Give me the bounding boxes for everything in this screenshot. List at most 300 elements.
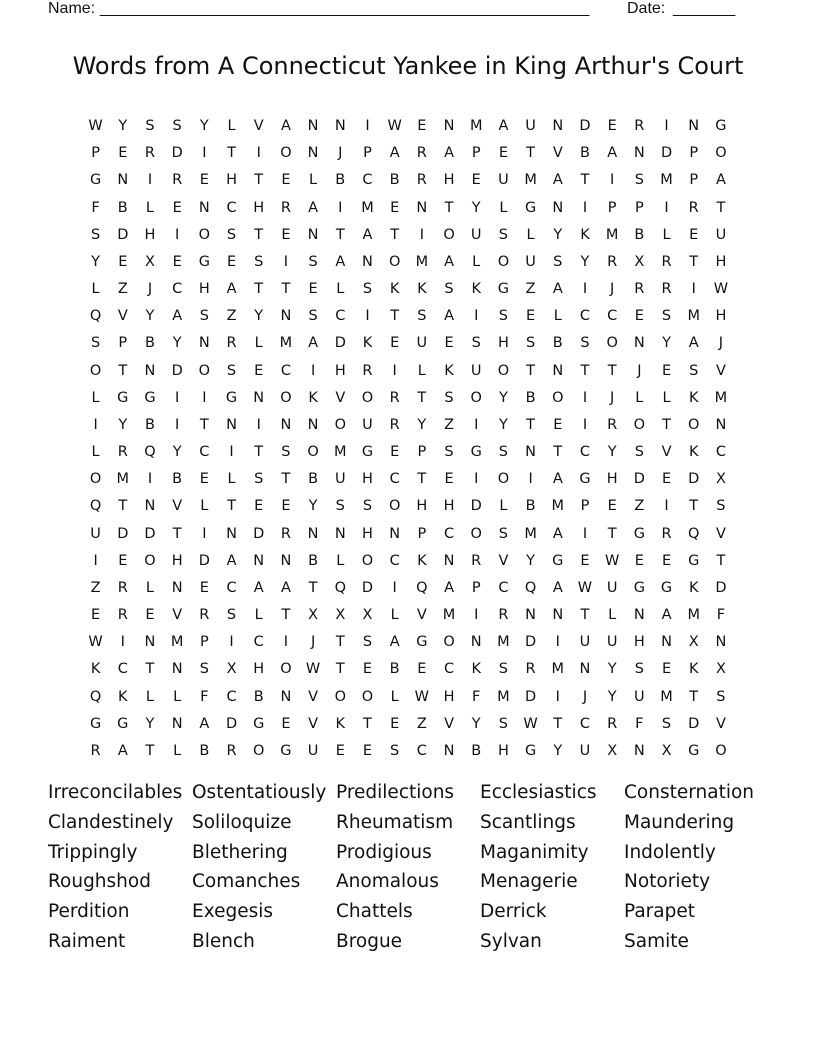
grid-letter[interactable]: C <box>498 579 509 596</box>
grid-letter[interactable]: T <box>172 525 182 542</box>
grid-letter[interactable]: U <box>498 172 509 189</box>
grid-letter[interactable]: Q <box>144 444 156 461</box>
grid-letter[interactable]: B <box>117 199 128 216</box>
grid-letter[interactable]: M <box>469 118 483 134</box>
grid-letter[interactable]: R <box>90 742 101 759</box>
grid-letter[interactable]: R <box>607 416 618 433</box>
grid-letter[interactable]: H <box>443 688 455 705</box>
grid-letter[interactable]: F <box>91 199 100 216</box>
grid-letter[interactable]: L <box>417 362 426 379</box>
grid-letter[interactable]: O <box>552 389 564 406</box>
grid-letter[interactable]: B <box>172 471 183 488</box>
grid-letter[interactable]: D <box>117 226 129 243</box>
grid-letter[interactable]: H <box>334 362 346 379</box>
grid-letter[interactable]: I <box>555 688 560 705</box>
grid-letter[interactable]: E <box>390 444 400 461</box>
grid-letter[interactable]: T <box>227 498 236 515</box>
grid-letter[interactable]: A <box>444 308 454 325</box>
grid-letter[interactable]: B <box>552 335 563 352</box>
grid-letter[interactable]: O <box>606 335 618 352</box>
grid-letter[interactable]: K <box>362 335 373 352</box>
grid-letter[interactable]: L <box>390 688 399 705</box>
grid-letter[interactable]: N <box>280 308 292 325</box>
grid-letter[interactable]: O <box>443 226 455 243</box>
grid-letter[interactable]: I <box>582 199 588 216</box>
grid-letter[interactable]: T <box>281 471 291 488</box>
grid-letter[interactable]: R <box>117 579 128 596</box>
grid-letter[interactable]: H <box>715 308 727 325</box>
grid-letter[interactable]: L <box>173 742 182 759</box>
grid-letter[interactable]: E <box>634 552 644 569</box>
grid-letter[interactable]: N <box>198 335 210 352</box>
grid-letter[interactable]: I <box>392 362 397 379</box>
grid-letter[interactable]: I <box>582 416 588 433</box>
grid-letter[interactable]: E <box>390 715 400 732</box>
grid-letter[interactable]: B <box>199 742 210 759</box>
grid-letter[interactable]: C <box>607 308 618 325</box>
grid-letter[interactable]: R <box>688 199 699 216</box>
grid-letter[interactable]: T <box>335 661 345 678</box>
grid-letter[interactable]: Y <box>607 688 617 705</box>
grid-letter[interactable]: E <box>226 253 237 270</box>
grid-letter[interactable]: A <box>444 253 454 270</box>
grid-letter[interactable]: D <box>579 118 591 134</box>
grid-letter[interactable]: C <box>579 715 591 732</box>
grid-letter[interactable]: N <box>280 688 292 705</box>
grid-letter[interactable]: N <box>117 172 129 189</box>
grid-letter[interactable]: I <box>229 634 234 651</box>
grid-letter[interactable]: A <box>117 742 128 759</box>
grid-letter[interactable]: O <box>497 471 510 488</box>
grid-letter[interactable]: T <box>254 172 264 189</box>
grid-letter[interactable]: E <box>526 308 536 325</box>
grid-letter[interactable]: E <box>417 118 427 134</box>
grid-letter[interactable]: M <box>687 308 700 325</box>
grid-letter[interactable]: L <box>553 308 562 325</box>
grid-letter[interactable]: K <box>471 281 481 298</box>
grid-letter[interactable]: N <box>416 199 428 216</box>
grid-letter[interactable]: Y <box>553 226 563 243</box>
grid-letter[interactable]: C <box>579 308 591 325</box>
grid-letter[interactable]: K <box>417 281 427 298</box>
grid-letter[interactable]: V <box>416 607 427 624</box>
grid-letter[interactable]: A <box>389 145 400 162</box>
grid-letter[interactable]: L <box>526 226 535 243</box>
grid-letter[interactable]: R <box>389 389 400 406</box>
grid-letter[interactable]: U <box>525 118 536 134</box>
grid-letter[interactable]: E <box>553 416 563 433</box>
grid-letter[interactable]: S <box>689 362 699 379</box>
grid-letter[interactable]: H <box>443 498 455 515</box>
grid-letter[interactable]: A <box>498 118 509 134</box>
grid-letter[interactable]: K <box>90 661 101 678</box>
grid-letter[interactable]: O <box>470 525 482 542</box>
grid-letter[interactable]: P <box>417 444 427 461</box>
grid-letter[interactable]: I <box>147 172 153 189</box>
grid-letter[interactable]: X <box>607 742 618 759</box>
grid-letter[interactable]: M <box>714 389 728 406</box>
grid-letter[interactable]: N <box>715 634 727 651</box>
grid-letter[interactable]: N <box>307 525 319 542</box>
grid-letter[interactable]: F <box>200 688 209 705</box>
grid-letter[interactable]: B <box>308 471 319 488</box>
grid-letter[interactable]: G <box>688 552 700 569</box>
grid-letter[interactable]: V <box>661 444 672 461</box>
grid-letter[interactable]: E <box>254 362 264 379</box>
grid-letter[interactable]: R <box>416 145 427 162</box>
grid-letter[interactable]: H <box>226 172 237 189</box>
grid-letter[interactable]: G <box>633 579 645 596</box>
grid-letter[interactable]: C <box>199 444 210 461</box>
grid-letter[interactable]: T <box>254 444 264 461</box>
grid-letter[interactable]: E <box>199 579 209 596</box>
grid-letter[interactable]: Y <box>118 416 128 433</box>
grid-letter[interactable]: D <box>688 471 700 488</box>
grid-letter[interactable]: G <box>470 444 482 461</box>
grid-letter[interactable]: E <box>689 226 699 243</box>
grid-letter[interactable]: T <box>363 715 372 732</box>
grid-letter[interactable]: C <box>117 661 128 678</box>
grid-letter[interactable]: Q <box>334 579 346 596</box>
grid-letter[interactable]: M <box>497 688 510 705</box>
grid-letter[interactable]: L <box>254 335 263 352</box>
grid-letter[interactable]: J <box>637 362 642 379</box>
grid-letter[interactable]: N <box>443 552 455 569</box>
grid-letter[interactable]: M <box>170 634 184 651</box>
grid-letter[interactable]: W <box>713 281 729 298</box>
grid-letter[interactable]: R <box>389 416 400 433</box>
grid-letter[interactable]: S <box>634 172 644 189</box>
grid-letter[interactable]: X <box>335 607 346 624</box>
grid-letter[interactable]: P <box>689 172 699 189</box>
grid-letter[interactable]: L <box>91 444 100 461</box>
grid-letter[interactable]: C <box>226 688 237 705</box>
grid-letter[interactable]: G <box>144 389 156 406</box>
grid-letter[interactable]: N <box>307 145 319 162</box>
grid-letter[interactable]: I <box>528 471 533 488</box>
grid-letter[interactable]: T <box>335 226 345 243</box>
grid-letter[interactable]: E <box>634 308 644 325</box>
grid-letter[interactable]: M <box>660 172 673 189</box>
grid-letter[interactable]: O <box>280 389 292 406</box>
grid-letter[interactable]: L <box>635 389 644 406</box>
grid-letter[interactable]: K <box>471 661 481 678</box>
grid-letter[interactable]: A <box>308 199 319 216</box>
grid-letter[interactable]: L <box>145 579 155 596</box>
grid-letter[interactable]: O <box>144 552 156 569</box>
grid-letter[interactable]: Y <box>91 253 101 270</box>
grid-letter[interactable]: E <box>172 199 182 216</box>
grid-letter[interactable]: N <box>280 416 292 433</box>
grid-letter[interactable]: V <box>308 688 319 705</box>
grid-letter[interactable]: K <box>688 444 699 461</box>
grid-letter[interactable]: P <box>580 498 590 515</box>
grid-letter[interactable]: C <box>362 172 373 189</box>
grid-letter[interactable]: S <box>390 742 400 759</box>
grid-letter[interactable]: E <box>580 552 590 569</box>
grid-letter[interactable]: A <box>253 579 264 596</box>
grid-letter[interactable]: X <box>634 253 645 270</box>
grid-letter[interactable]: Q <box>89 308 102 325</box>
grid-letter[interactable]: M <box>605 226 619 243</box>
grid-letter[interactable]: V <box>172 498 183 515</box>
grid-letter[interactable]: U <box>606 634 618 651</box>
grid-letter[interactable]: N <box>389 525 401 542</box>
grid-letter[interactable]: A <box>552 579 563 596</box>
grid-letter[interactable]: Z <box>416 715 427 732</box>
grid-letter[interactable]: K <box>417 552 427 569</box>
grid-letter[interactable]: S <box>362 498 373 515</box>
grid-letter[interactable]: Y <box>471 715 481 732</box>
grid-letter[interactable]: I <box>664 498 669 515</box>
grid-letter[interactable]: H <box>633 634 645 651</box>
grid-letter[interactable]: K <box>118 688 128 705</box>
grid-letter[interactable]: D <box>715 579 727 596</box>
grid-letter[interactable]: T <box>118 498 128 515</box>
grid-letter[interactable]: O <box>715 145 727 162</box>
grid-letter[interactable]: R <box>226 335 237 352</box>
grid-letter[interactable]: T <box>580 607 590 624</box>
grid-letter[interactable]: D <box>225 715 238 732</box>
grid-letter[interactable]: I <box>419 226 424 243</box>
grid-letter[interactable]: I <box>392 579 397 596</box>
grid-letter[interactable]: G <box>416 634 428 651</box>
grid-letter[interactable]: U <box>715 226 727 243</box>
grid-letter[interactable]: N <box>144 362 156 379</box>
grid-letter[interactable]: I <box>283 253 289 270</box>
grid-letter[interactable]: S <box>145 118 155 134</box>
grid-letter[interactable]: G <box>497 281 510 298</box>
grid-letter[interactable]: Y <box>308 498 318 515</box>
grid-letter[interactable]: H <box>198 281 210 298</box>
grid-letter[interactable]: O <box>280 661 292 678</box>
grid-letter[interactable]: L <box>499 199 508 216</box>
grid-letter[interactable]: B <box>144 335 155 352</box>
grid-letter[interactable]: T <box>417 471 427 488</box>
grid-letter[interactable]: A <box>226 281 237 298</box>
grid-letter[interactable]: S <box>362 634 373 651</box>
grid-letter[interactable]: T <box>689 253 699 270</box>
grid-letter[interactable]: I <box>664 199 669 216</box>
grid-letter[interactable]: O <box>361 552 374 569</box>
grid-letter[interactable]: S <box>634 661 644 678</box>
grid-letter[interactable]: B <box>471 742 482 759</box>
grid-letter[interactable]: V <box>715 362 726 379</box>
grid-letter[interactable]: I <box>93 552 98 569</box>
grid-letter[interactable]: I <box>664 118 669 134</box>
grid-letter[interactable]: S <box>199 661 209 678</box>
grid-letter[interactable]: N <box>280 552 292 569</box>
grid-letter[interactable]: X <box>688 634 699 651</box>
grid-letter[interactable]: N <box>633 742 645 759</box>
grid-letter[interactable]: X <box>226 661 237 678</box>
grid-letter[interactable]: O <box>633 416 646 433</box>
grid-letter[interactable]: R <box>607 715 618 732</box>
grid-letter[interactable]: B <box>308 552 319 569</box>
grid-letter[interactable]: U <box>90 525 101 542</box>
grid-letter[interactable]: M <box>116 471 130 488</box>
grid-letter[interactable]: H <box>416 498 428 515</box>
grid-letter[interactable]: E <box>199 172 209 189</box>
grid-letter[interactable]: Y <box>498 416 508 433</box>
grid-letter[interactable]: C <box>280 362 291 379</box>
grid-letter[interactable]: I <box>582 525 588 542</box>
grid-letter[interactable]: R <box>416 172 427 189</box>
grid-letter[interactable]: S <box>498 444 509 461</box>
grid-letter[interactable]: J <box>610 281 615 298</box>
grid-letter[interactable]: E <box>471 172 481 189</box>
grid-letter[interactable]: S <box>308 308 318 325</box>
grid-letter[interactable]: Y <box>172 335 182 352</box>
grid-letter[interactable]: U <box>470 362 482 379</box>
grid-letter[interactable]: I <box>474 416 479 433</box>
grid-letter[interactable]: Y <box>580 253 590 270</box>
grid-letter[interactable]: B <box>389 661 400 678</box>
grid-letter[interactable]: A <box>688 335 699 352</box>
grid-letter[interactable]: R <box>661 525 672 542</box>
grid-letter[interactable]: J <box>147 281 153 298</box>
grid-letter[interactable]: E <box>661 471 672 488</box>
grid-letter[interactable]: R <box>661 281 672 298</box>
grid-letter[interactable]: O <box>198 362 211 379</box>
grid-letter[interactable]: Y <box>607 444 617 461</box>
grid-letter[interactable]: Y <box>662 335 671 352</box>
grid-letter[interactable]: V <box>117 308 128 325</box>
grid-letter[interactable]: E <box>281 715 291 732</box>
grid-letter[interactable]: S <box>498 525 509 542</box>
grid-letter[interactable]: A <box>715 172 726 189</box>
grid-letter[interactable]: B <box>579 145 590 162</box>
grid-letter[interactable]: T <box>607 362 617 379</box>
grid-letter[interactable]: O <box>388 498 401 515</box>
grid-letter[interactable]: E <box>254 498 264 515</box>
grid-letter[interactable]: I <box>310 362 316 379</box>
grid-letter[interactable]: T <box>689 498 699 515</box>
grid-letter[interactable]: N <box>633 607 645 624</box>
grid-letter[interactable]: M <box>442 607 456 624</box>
grid-letter[interactable]: G <box>524 742 537 759</box>
grid-letter[interactable]: S <box>90 226 101 243</box>
grid-letter[interactable]: Z <box>90 579 101 596</box>
grid-letter[interactable]: O <box>198 226 211 243</box>
grid-letter[interactable]: E <box>498 145 508 162</box>
grid-letter[interactable]: W <box>604 552 620 569</box>
grid-letter[interactable]: O <box>334 688 346 705</box>
grid-letter[interactable]: H <box>253 661 265 678</box>
grid-letter[interactable]: S <box>498 715 509 732</box>
grid-letter[interactable]: R <box>607 253 618 270</box>
grid-letter[interactable]: R <box>199 607 210 624</box>
grid-letter[interactable]: B <box>525 498 536 515</box>
grid-letter[interactable]: S <box>199 308 209 325</box>
grid-letter[interactable]: E <box>607 498 617 515</box>
grid-letter[interactable]: N <box>525 444 537 461</box>
grid-letter[interactable]: E <box>118 145 128 162</box>
grid-letter[interactable]: L <box>227 471 236 488</box>
grid-letter[interactable]: L <box>173 688 182 705</box>
grid-letter[interactable]: Y <box>526 552 536 569</box>
grid-letter[interactable]: M <box>497 634 510 651</box>
grid-letter[interactable]: O <box>715 742 727 759</box>
grid-letter[interactable]: A <box>552 525 563 542</box>
grid-letter[interactable]: N <box>688 118 700 134</box>
grid-letter[interactable]: I <box>175 226 180 243</box>
grid-letter[interactable]: T <box>716 552 726 569</box>
grid-letter[interactable]: M <box>524 525 537 542</box>
grid-letter[interactable]: S <box>716 688 726 705</box>
grid-letter[interactable]: Y <box>199 118 209 134</box>
grid-letter[interactable]: P <box>471 145 481 162</box>
grid-letter[interactable]: G <box>253 715 265 732</box>
grid-letter[interactable]: A <box>552 471 563 488</box>
grid-letter[interactable]: L <box>390 607 399 624</box>
grid-letter[interactable]: O <box>470 389 482 406</box>
grid-letter[interactable]: T <box>526 416 536 433</box>
grid-letter[interactable]: T <box>526 145 536 162</box>
grid-letter[interactable]: D <box>525 634 537 651</box>
grid-letter[interactable]: S <box>362 281 373 298</box>
grid-letter[interactable]: S <box>417 308 427 325</box>
grid-letter[interactable]: A <box>552 172 563 189</box>
grid-letter[interactable]: T <box>145 661 155 678</box>
grid-letter[interactable]: O <box>361 389 374 406</box>
grid-letter[interactable]: D <box>633 471 645 488</box>
grid-letter[interactable]: I <box>256 145 261 162</box>
grid-letter[interactable]: H <box>362 525 373 542</box>
grid-letter[interactable]: U <box>470 226 482 243</box>
grid-letter[interactable]: O <box>307 444 319 461</box>
grid-letter[interactable]: W <box>414 688 430 705</box>
grid-letter[interactable]: P <box>118 335 128 352</box>
grid-letter[interactable]: W <box>305 661 321 678</box>
grid-letter[interactable]: I <box>256 416 261 433</box>
grid-letter[interactable]: K <box>389 281 400 298</box>
grid-letter[interactable]: N <box>470 634 482 651</box>
grid-letter[interactable]: S <box>444 281 454 298</box>
grid-letter[interactable]: X <box>715 471 726 488</box>
grid-letter[interactable]: R <box>280 199 291 216</box>
grid-letter[interactable]: L <box>608 607 617 624</box>
grid-letter[interactable]: Y <box>254 308 264 325</box>
grid-letter[interactable]: N <box>198 199 210 216</box>
grid-letter[interactable]: P <box>471 579 481 596</box>
grid-letter[interactable]: T <box>308 579 318 596</box>
grid-letter[interactable]: N <box>443 118 455 134</box>
grid-letter[interactable]: I <box>474 471 479 488</box>
grid-letter[interactable]: L <box>472 253 481 270</box>
grid-letter[interactable]: T <box>607 525 617 542</box>
grid-letter[interactable]: M <box>524 172 537 189</box>
grid-letter[interactable]: P <box>363 145 372 162</box>
grid-letter[interactable]: S <box>471 335 481 352</box>
grid-letter[interactable]: T <box>254 226 264 243</box>
grid-letter[interactable]: S <box>498 308 509 325</box>
grid-letter[interactable]: V <box>444 715 454 732</box>
grid-letter[interactable]: S <box>335 498 345 515</box>
grid-letter[interactable]: K <box>688 389 699 406</box>
grid-letter[interactable]: E <box>444 471 454 488</box>
grid-letter[interactable]: A <box>335 253 346 270</box>
grid-letter[interactable]: N <box>171 661 183 678</box>
grid-letter[interactable]: O <box>688 416 700 433</box>
grid-letter[interactable]: G <box>524 199 537 216</box>
grid-letter[interactable]: C <box>253 634 264 651</box>
grid-letter[interactable]: K <box>688 579 699 596</box>
grid-letter[interactable]: R <box>661 253 672 270</box>
grid-letter[interactable]: O <box>89 362 102 379</box>
grid-letter[interactable]: U <box>579 742 591 759</box>
grid-letter[interactable]: T <box>580 172 590 189</box>
